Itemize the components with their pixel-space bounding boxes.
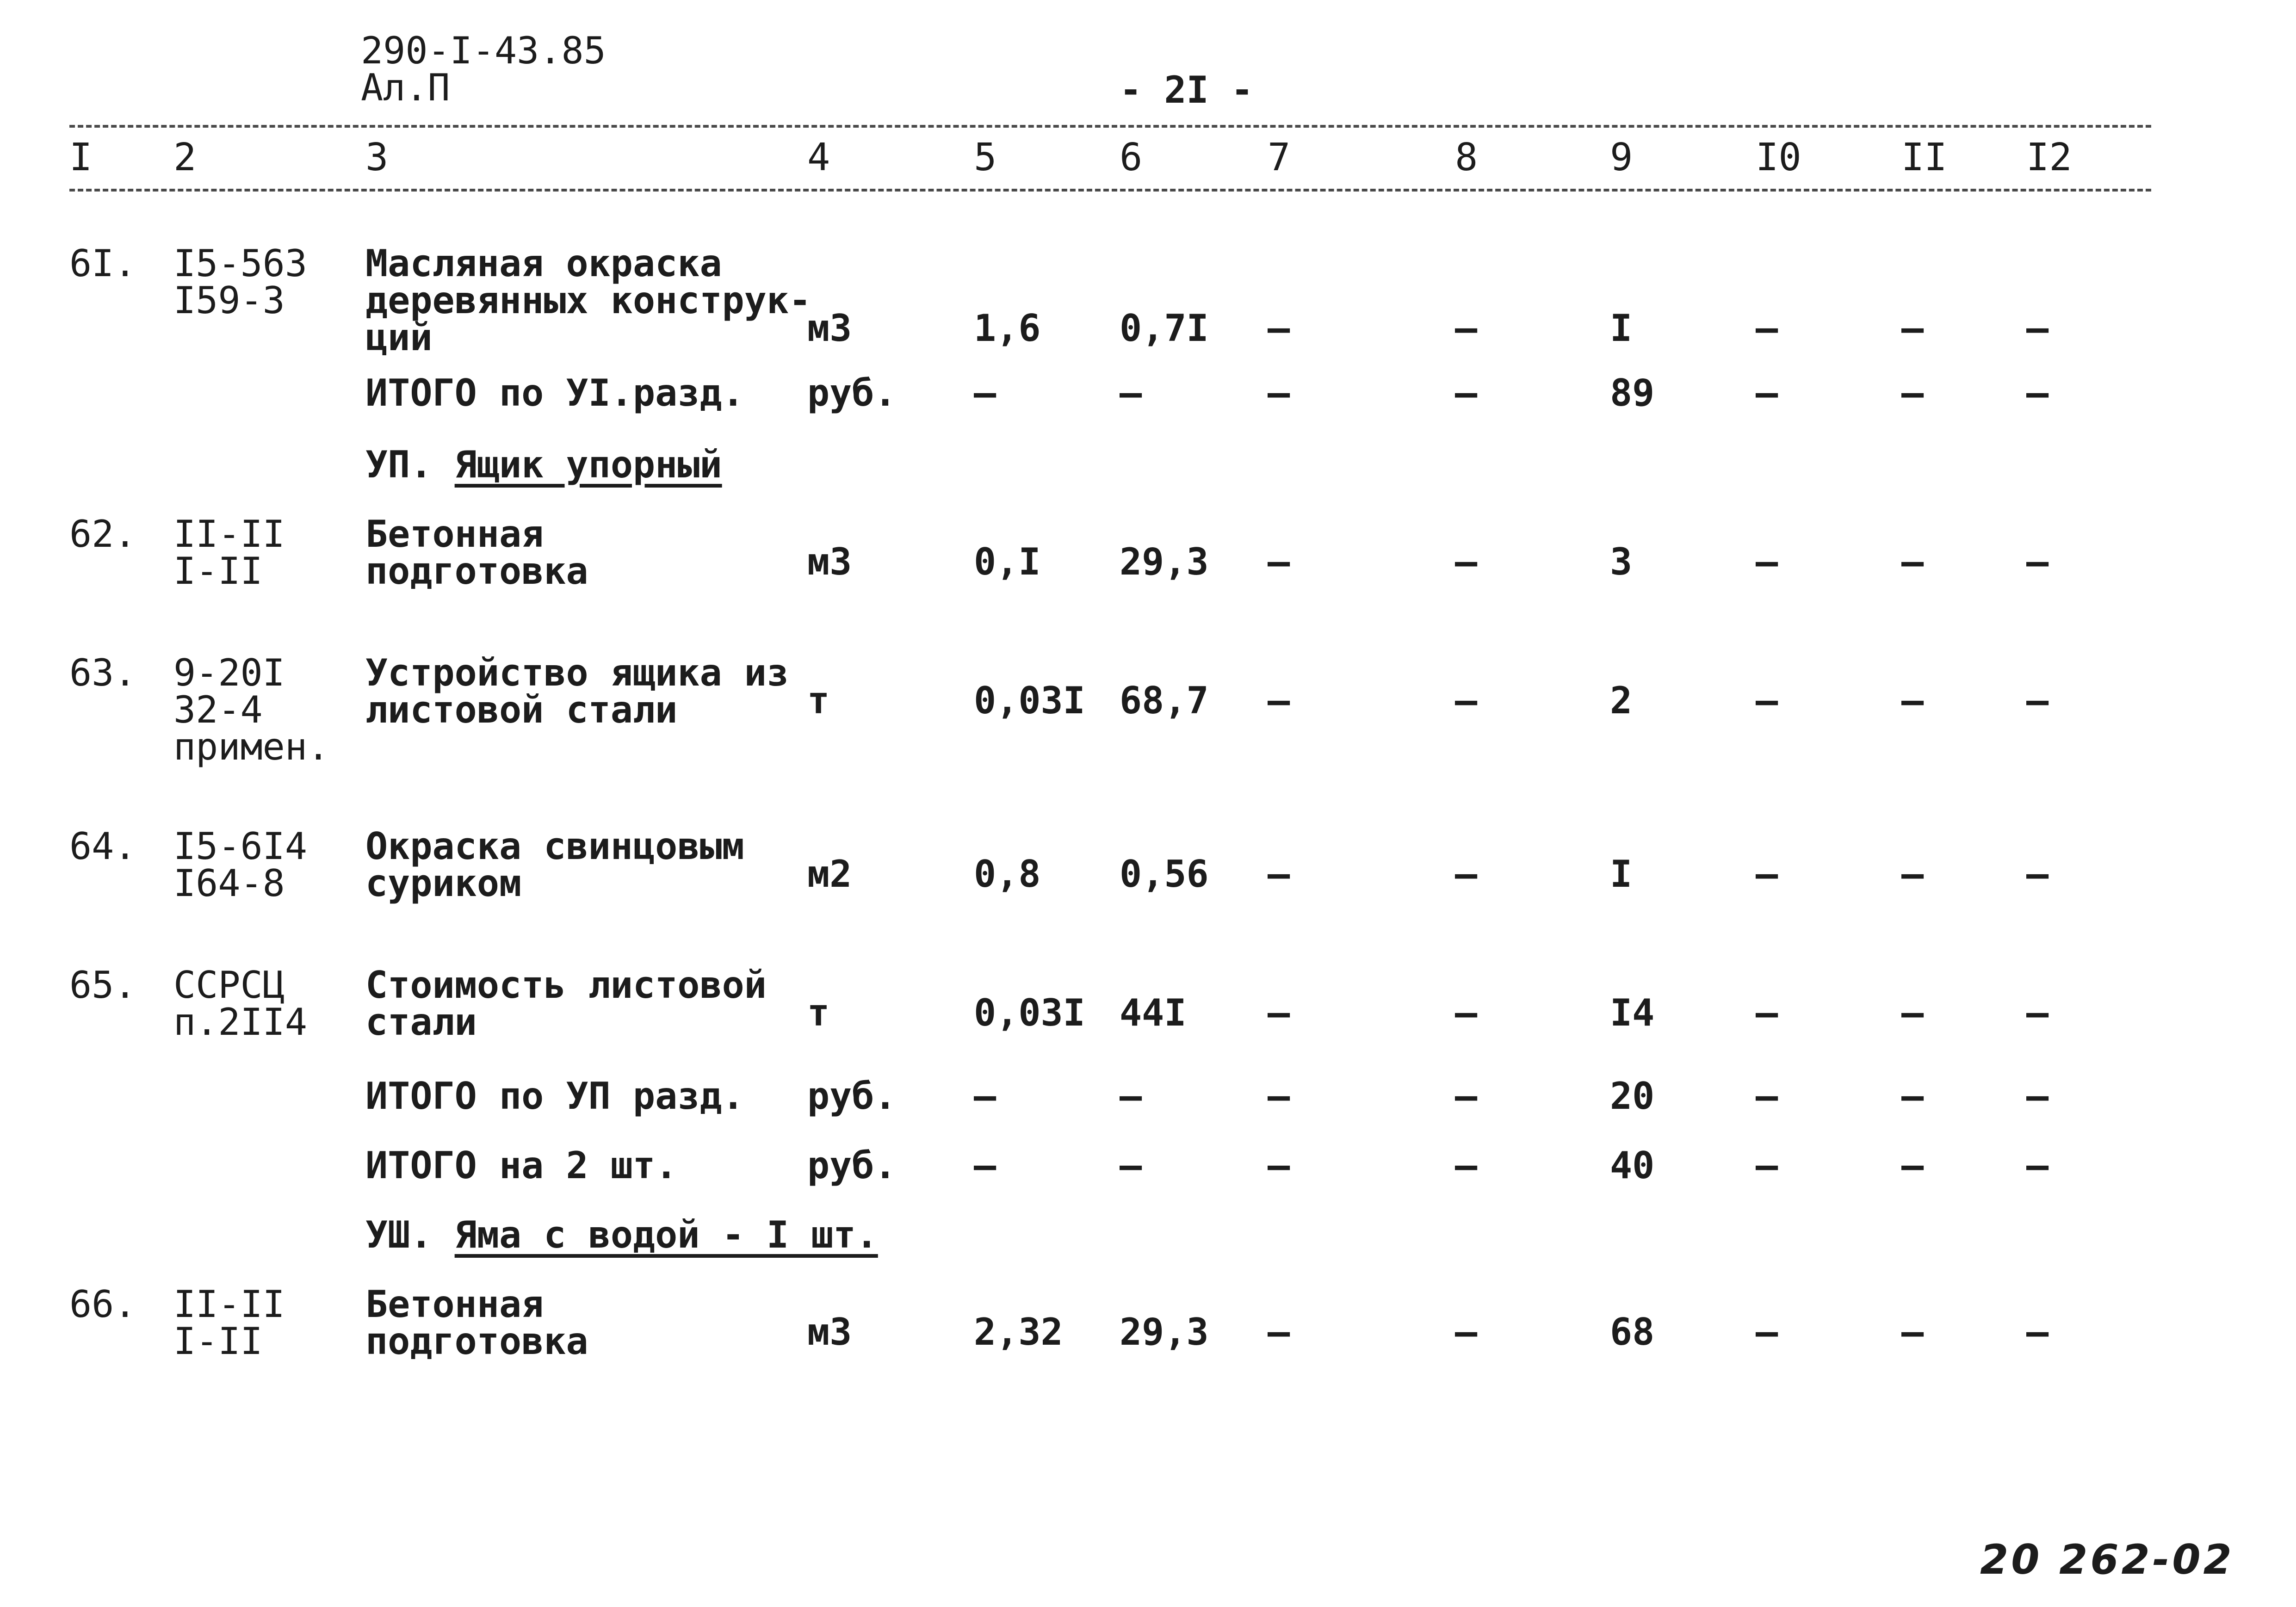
item-number: 64.	[69, 825, 136, 868]
item-number: 62.	[69, 513, 136, 556]
unit-cell: м3	[807, 540, 852, 583]
value-col-12: –	[2026, 991, 2049, 1034]
value-col-11: –	[1901, 371, 1924, 414]
header-bottom-rule	[69, 189, 2151, 192]
column-header-6: 6	[1120, 136, 1143, 179]
column-header-8: 8	[1455, 136, 1478, 179]
value-col-9: I	[1610, 853, 1633, 896]
unit-cell: руб.	[807, 371, 897, 414]
value-col-9: 89	[1610, 371, 1655, 414]
unit-cell: руб.	[807, 1144, 897, 1187]
value-col-8: –	[1455, 991, 1478, 1034]
total-label: ИТОГО по УI.разд.	[365, 371, 744, 414]
column-header-10: I0	[1756, 136, 1801, 179]
page-number: - 2I -	[1120, 68, 1253, 111]
value-col-10: –	[1756, 1144, 1778, 1187]
value-col-9: 2	[1610, 679, 1633, 722]
work-name: Устройство ящика из листовой стали	[365, 651, 789, 731]
value-col-6: –	[1120, 1075, 1142, 1118]
unit-cell: руб.	[807, 1075, 897, 1118]
value-col-8: –	[1455, 540, 1478, 583]
value-col-5: –	[974, 1075, 996, 1118]
item-number: 66.	[69, 1283, 136, 1326]
value-col-7: –	[1268, 540, 1290, 583]
value-col-8: –	[1455, 1144, 1478, 1187]
section-heading-row	[0, 443, 2296, 486]
total-label: ИТОГО на 2 шт.	[365, 1144, 678, 1187]
value-col-12: –	[2026, 679, 2049, 722]
value-col-10: –	[1756, 991, 1778, 1034]
value-col-7: –	[1268, 1310, 1290, 1354]
value-col-11: –	[1901, 1144, 1924, 1187]
column-header-11: II	[1901, 136, 1947, 179]
section-number: УШ.	[365, 1213, 433, 1256]
value-col-11: –	[1901, 679, 1924, 722]
value-col-6: 0,7I	[1120, 307, 1209, 350]
value-col-11: –	[1901, 853, 1924, 896]
item-number: 6I.	[69, 242, 136, 285]
column-header-7: 7	[1268, 136, 1291, 179]
column-header-4: 4	[807, 136, 830, 179]
value-col-7: –	[1268, 1144, 1290, 1187]
table-row	[0, 242, 2296, 359]
value-col-11: –	[1901, 1075, 1924, 1118]
rate-code: I5-6I4 I64-8	[173, 825, 307, 905]
value-col-10: –	[1756, 1310, 1778, 1354]
value-col-5: 0,03I	[974, 991, 1085, 1034]
work-name: Масляная окраска деревянных конструк- ций	[365, 242, 811, 359]
value-col-5: –	[974, 371, 996, 414]
total-label: ИТОГО по УП разд.	[365, 1075, 744, 1118]
total-row	[0, 1144, 2296, 1187]
unit-cell: т	[807, 679, 830, 722]
value-col-9: 40	[1610, 1144, 1655, 1187]
document-code: 290-I-43.85	[361, 29, 606, 72]
value-col-11: –	[1901, 307, 1924, 350]
unit-cell: м2	[807, 853, 852, 896]
value-col-10: –	[1756, 307, 1778, 350]
column-header-1: I	[69, 136, 93, 179]
value-col-7: –	[1268, 679, 1290, 722]
item-number: 65.	[69, 964, 136, 1007]
unit-cell: т	[807, 991, 830, 1034]
value-col-12: –	[2026, 540, 2049, 583]
column-header-5: 5	[974, 136, 997, 179]
work-name: Стоимость листовой стали	[365, 964, 767, 1044]
value-col-10: –	[1756, 853, 1778, 896]
value-col-7: –	[1268, 371, 1290, 414]
value-col-8: –	[1455, 371, 1478, 414]
section-title	[365, 443, 722, 486]
work-name: Бетонная подготовка	[365, 1283, 588, 1363]
value-col-12: –	[2026, 853, 2049, 896]
value-col-6: 0,56	[1120, 853, 1209, 896]
value-col-10: –	[1756, 679, 1778, 722]
item-number: 63.	[69, 651, 136, 694]
value-col-5: 1,6	[974, 307, 1041, 350]
value-col-7: –	[1268, 1075, 1290, 1118]
rate-code: 9-20I 32-4 примен.	[173, 651, 330, 768]
value-col-6: –	[1120, 1144, 1142, 1187]
value-col-8: –	[1455, 679, 1478, 722]
section-name: Яма с водой - I шт.	[454, 1213, 878, 1256]
column-header-2: 2	[173, 136, 197, 179]
value-col-7: –	[1268, 853, 1290, 896]
value-col-6: 44I	[1120, 991, 1187, 1034]
value-col-6: 29,3	[1120, 540, 1209, 583]
value-col-5: 0,8	[974, 853, 1041, 896]
value-col-9: 3	[1610, 540, 1633, 583]
header-top-rule	[69, 125, 2151, 128]
value-col-9: I4	[1610, 991, 1655, 1034]
sheet-label: Ал.П	[361, 66, 450, 109]
rate-code: ССРСЦ п.2II4	[173, 964, 307, 1044]
value-col-7: –	[1268, 991, 1290, 1034]
rate-code: II-II I-II	[173, 513, 285, 593]
value-col-5: –	[974, 1144, 996, 1187]
value-col-10: –	[1756, 1075, 1778, 1118]
value-col-6: –	[1120, 371, 1142, 414]
value-col-10: –	[1756, 540, 1778, 583]
column-header-3: 3	[365, 136, 389, 179]
section-name: Ящик упорный	[454, 443, 722, 486]
unit-cell: м3	[807, 307, 852, 350]
value-col-12: –	[2026, 1144, 2049, 1187]
value-col-7: –	[1268, 307, 1290, 350]
value-col-11: –	[1901, 991, 1924, 1034]
value-col-6: 29,3	[1120, 1310, 1209, 1354]
value-col-9: I	[1610, 307, 1633, 350]
value-col-10: –	[1756, 371, 1778, 414]
value-col-8: –	[1455, 853, 1478, 896]
value-col-5: 2,32	[974, 1310, 1063, 1354]
value-col-12: –	[2026, 371, 2049, 414]
value-col-12: –	[2026, 307, 2049, 350]
value-col-11: –	[1901, 540, 1924, 583]
value-col-8: –	[1455, 1310, 1478, 1354]
unit-cell: м3	[807, 1310, 852, 1354]
work-name: Окраска свинцовым суриком	[365, 825, 744, 905]
value-col-5: 0,03I	[974, 679, 1085, 722]
column-header-9: 9	[1610, 136, 1633, 179]
rate-code: I5-563 I59-3	[173, 242, 307, 322]
rate-code: II-II I-II	[173, 1283, 285, 1363]
value-col-5: 0,I	[974, 540, 1041, 583]
inventory-stamp: 20 262-02	[1980, 1536, 2234, 1583]
value-col-9: 68	[1610, 1310, 1655, 1354]
column-header-12: I2	[2026, 136, 2072, 179]
value-col-11: –	[1901, 1310, 1924, 1354]
value-col-6: 68,7	[1120, 679, 1209, 722]
value-col-12: –	[2026, 1310, 2049, 1354]
value-col-12: –	[2026, 1075, 2049, 1118]
section-title	[365, 1213, 878, 1256]
value-col-9: 20	[1610, 1075, 1655, 1118]
value-col-8: –	[1455, 1075, 1478, 1118]
section-number: УП.	[365, 443, 433, 486]
value-col-8: –	[1455, 307, 1478, 350]
work-name: Бетонная подготовка	[365, 513, 588, 593]
